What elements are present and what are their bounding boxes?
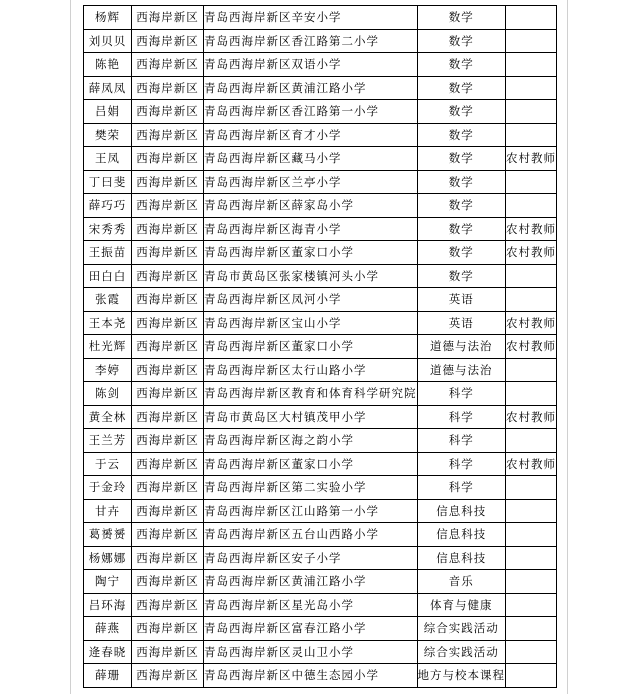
- school-cell: 青岛西海岸新区香江路第二小学: [204, 29, 418, 53]
- teacher-name-cell: 田白白: [84, 264, 132, 288]
- school-cell: 青岛西海岸新区香江路第一小学: [204, 100, 418, 124]
- district-cell: 西海岸新区: [132, 311, 204, 335]
- subject-cell: 信息科技: [417, 546, 506, 570]
- note-cell: [506, 476, 557, 500]
- note-cell: 农村教师: [506, 241, 557, 265]
- school-cell: 青岛西海岸新区黄浦江路小学: [204, 570, 418, 594]
- district-cell: 西海岸新区: [132, 617, 204, 641]
- district-cell: 西海岸新区: [132, 476, 204, 500]
- note-cell: [506, 123, 557, 147]
- teacher-name-cell: 逄春晓: [84, 640, 132, 664]
- table-row: [84, 546, 557, 570]
- teacher-name-cell: 宋秀秀: [84, 217, 132, 241]
- teacher-name-cell: 王振苗: [84, 241, 132, 265]
- table-row: [84, 358, 557, 382]
- teacher-name-cell: 陶宁: [84, 570, 132, 594]
- teacher-name-cell: 王本尧: [84, 311, 132, 335]
- note-cell: [506, 76, 557, 100]
- page-edge-left: [70, 0, 71, 694]
- note-cell: [506, 617, 557, 641]
- subject-cell: 数学: [417, 6, 506, 30]
- note-cell: [506, 523, 557, 547]
- school-cell: 青岛西海岸新区江山路第一小学: [204, 499, 418, 523]
- note-cell: [506, 170, 557, 194]
- school-cell: 青岛西海岸新区中德生态园小学: [204, 664, 418, 688]
- school-cell: 青岛西海岸新区富春江路小学: [204, 617, 418, 641]
- subject-cell: 地方与校本课程: [417, 664, 506, 688]
- note-cell: [506, 593, 557, 617]
- district-cell: 西海岸新区: [132, 499, 204, 523]
- district-cell: 西海岸新区: [132, 170, 204, 194]
- district-cell: 西海岸新区: [132, 452, 204, 476]
- table-row: [84, 476, 557, 500]
- school-cell: 青岛西海岸新区安子小学: [204, 546, 418, 570]
- teacher-name-cell: 薛凤凤: [84, 76, 132, 100]
- school-cell: 青岛西海岸新区辛安小学: [204, 6, 418, 30]
- district-cell: 西海岸新区: [132, 382, 204, 406]
- table-row: [84, 147, 557, 171]
- note-cell: [506, 194, 557, 218]
- district-cell: 西海岸新区: [132, 640, 204, 664]
- district-cell: 西海岸新区: [132, 53, 204, 77]
- note-cell: [506, 288, 557, 312]
- subject-cell: 数学: [417, 76, 506, 100]
- subject-cell: 数学: [417, 147, 506, 171]
- subject-cell: 音乐: [417, 570, 506, 594]
- table-row: [84, 335, 557, 359]
- teacher-name-cell: 于云: [84, 452, 132, 476]
- school-cell: 青岛西海岸新区宝山小学: [204, 311, 418, 335]
- subject-cell: 数学: [417, 264, 506, 288]
- subject-cell: 科学: [417, 382, 506, 406]
- district-cell: 西海岸新区: [132, 76, 204, 100]
- note-cell: [506, 53, 557, 77]
- subject-cell: 英语: [417, 288, 506, 312]
- subject-cell: 数学: [417, 53, 506, 77]
- district-cell: 西海岸新区: [132, 429, 204, 453]
- district-cell: 西海岸新区: [132, 100, 204, 124]
- school-cell: 青岛西海岸新区黄浦江路小学: [204, 76, 418, 100]
- table-row: [84, 264, 557, 288]
- school-cell: 青岛西海岸新区藏马小学: [204, 147, 418, 171]
- note-cell: [506, 640, 557, 664]
- district-cell: 西海岸新区: [132, 241, 204, 265]
- school-cell: 青岛西海岸新区星光岛小学: [204, 593, 418, 617]
- school-cell: 青岛西海岸新区董家口小学: [204, 335, 418, 359]
- subject-cell: 科学: [417, 452, 506, 476]
- subject-cell: 数学: [417, 100, 506, 124]
- subject-cell: 英语: [417, 311, 506, 335]
- district-cell: 西海岸新区: [132, 546, 204, 570]
- district-cell: 西海岸新区: [132, 358, 204, 382]
- school-cell: 青岛西海岸新区第二实验小学: [204, 476, 418, 500]
- note-cell: [506, 358, 557, 382]
- school-cell: 青岛西海岸新区董家口小学: [204, 452, 418, 476]
- table-row: [84, 241, 557, 265]
- subject-cell: 数学: [417, 123, 506, 147]
- note-cell: [506, 264, 557, 288]
- subject-cell: 信息科技: [417, 499, 506, 523]
- note-cell: [506, 29, 557, 53]
- subject-cell: 数学: [417, 217, 506, 241]
- note-cell: [506, 664, 557, 688]
- teacher-name-cell: 陈剑: [84, 382, 132, 406]
- note-cell: 农村教师: [506, 452, 557, 476]
- school-cell: 青岛市黄岛区大村镇茂甲小学: [204, 405, 418, 429]
- teacher-name-cell: 杜光辉: [84, 335, 132, 359]
- district-cell: 西海岸新区: [132, 664, 204, 688]
- district-cell: 西海岸新区: [132, 217, 204, 241]
- district-cell: 西海岸新区: [132, 335, 204, 359]
- district-cell: 西海岸新区: [132, 264, 204, 288]
- teacher-name-cell: 葛赟赟: [84, 523, 132, 547]
- school-cell: 青岛西海岸新区教育和体育科学研究院: [204, 382, 418, 406]
- district-cell: 西海岸新区: [132, 194, 204, 218]
- table-row: [84, 405, 557, 429]
- teacher-name-cell: 吕环海: [84, 593, 132, 617]
- school-cell: 青岛西海岸新区凤河小学: [204, 288, 418, 312]
- page-edge-right: [567, 0, 568, 694]
- table-row: [84, 429, 557, 453]
- table-row: [84, 311, 557, 335]
- teacher-name-cell: 樊荣: [84, 123, 132, 147]
- district-cell: 西海岸新区: [132, 147, 204, 171]
- teacher-name-cell: 薛珊: [84, 664, 132, 688]
- note-cell: [506, 100, 557, 124]
- school-cell: 青岛西海岸新区海之韵小学: [204, 429, 418, 453]
- table-row: [84, 570, 557, 594]
- school-cell: 青岛西海岸新区兰亭小学: [204, 170, 418, 194]
- table-row: [84, 170, 557, 194]
- school-cell: 青岛西海岸新区董家口小学: [204, 241, 418, 265]
- note-cell: 农村教师: [506, 311, 557, 335]
- table-row: [84, 6, 557, 30]
- teacher-name-cell: 甘卉: [84, 499, 132, 523]
- school-cell: 青岛西海岸新区海青小学: [204, 217, 418, 241]
- subject-cell: 道德与法治: [417, 358, 506, 382]
- teacher-name-cell: 张霞: [84, 288, 132, 312]
- district-cell: 西海岸新区: [132, 405, 204, 429]
- teacher-name-cell: 薛燕: [84, 617, 132, 641]
- note-cell: 农村教师: [506, 335, 557, 359]
- district-cell: 西海岸新区: [132, 288, 204, 312]
- teacher-name-cell: 杨娜娜: [84, 546, 132, 570]
- school-cell: 青岛西海岸新区薛家岛小学: [204, 194, 418, 218]
- district-cell: 西海岸新区: [132, 123, 204, 147]
- subject-cell: 体育与健康: [417, 593, 506, 617]
- school-cell: 青岛市黄岛区张家楼镇河头小学: [204, 264, 418, 288]
- subject-cell: 数学: [417, 29, 506, 53]
- subject-cell: 科学: [417, 405, 506, 429]
- subject-cell: 信息科技: [417, 523, 506, 547]
- note-cell: [506, 546, 557, 570]
- teacher-roster-table: [83, 5, 557, 688]
- teacher-name-cell: 吕娟: [84, 100, 132, 124]
- subject-cell: 道德与法治: [417, 335, 506, 359]
- table-row: [84, 76, 557, 100]
- table-row: [84, 123, 557, 147]
- school-cell: 青岛西海岸新区灵山卫小学: [204, 640, 418, 664]
- subject-cell: 综合实践活动: [417, 640, 506, 664]
- teacher-name-cell: 王凤: [84, 147, 132, 171]
- district-cell: 西海岸新区: [132, 570, 204, 594]
- table-row: [84, 452, 557, 476]
- teacher-name-cell: 薛巧巧: [84, 194, 132, 218]
- note-cell: [506, 570, 557, 594]
- note-cell: [506, 6, 557, 30]
- district-cell: 西海岸新区: [132, 6, 204, 30]
- subject-cell: 科学: [417, 476, 506, 500]
- school-cell: 青岛西海岸新区育才小学: [204, 123, 418, 147]
- note-cell: 农村教师: [506, 217, 557, 241]
- table-row: [84, 53, 557, 77]
- table-row: [84, 382, 557, 406]
- table-row: [84, 499, 557, 523]
- table-row: [84, 100, 557, 124]
- teacher-name-cell: 丁曰斐: [84, 170, 132, 194]
- table-row: [84, 217, 557, 241]
- teacher-name-cell: 黄全林: [84, 405, 132, 429]
- school-cell: 青岛西海岸新区五台山西路小学: [204, 523, 418, 547]
- district-cell: 西海岸新区: [132, 593, 204, 617]
- subject-cell: 科学: [417, 429, 506, 453]
- district-cell: 西海岸新区: [132, 29, 204, 53]
- teacher-name-cell: 陈艳: [84, 53, 132, 77]
- note-cell: [506, 499, 557, 523]
- table-row: [84, 29, 557, 53]
- school-cell: 青岛西海岸新区双语小学: [204, 53, 418, 77]
- table-row: [84, 617, 557, 641]
- teacher-name-cell: 李婷: [84, 358, 132, 382]
- table-row: [84, 194, 557, 218]
- note-cell: 农村教师: [506, 405, 557, 429]
- table-row: [84, 288, 557, 312]
- note-cell: 农村教师: [506, 147, 557, 171]
- teacher-name-cell: 刘贝贝: [84, 29, 132, 53]
- teacher-name-cell: 王兰芳: [84, 429, 132, 453]
- note-cell: [506, 429, 557, 453]
- table-row: [84, 523, 557, 547]
- subject-cell: 综合实践活动: [417, 617, 506, 641]
- subject-cell: 数学: [417, 241, 506, 265]
- table-row: [84, 640, 557, 664]
- district-cell: 西海岸新区: [132, 523, 204, 547]
- subject-cell: 数学: [417, 194, 506, 218]
- teacher-name-cell: 于金玲: [84, 476, 132, 500]
- school-cell: 青岛西海岸新区太行山路小学: [204, 358, 418, 382]
- teacher-name-cell: 杨辉: [84, 6, 132, 30]
- subject-cell: 数学: [417, 170, 506, 194]
- table-row: [84, 664, 557, 688]
- roster-body: [84, 6, 557, 688]
- table-row: [84, 593, 557, 617]
- note-cell: [506, 382, 557, 406]
